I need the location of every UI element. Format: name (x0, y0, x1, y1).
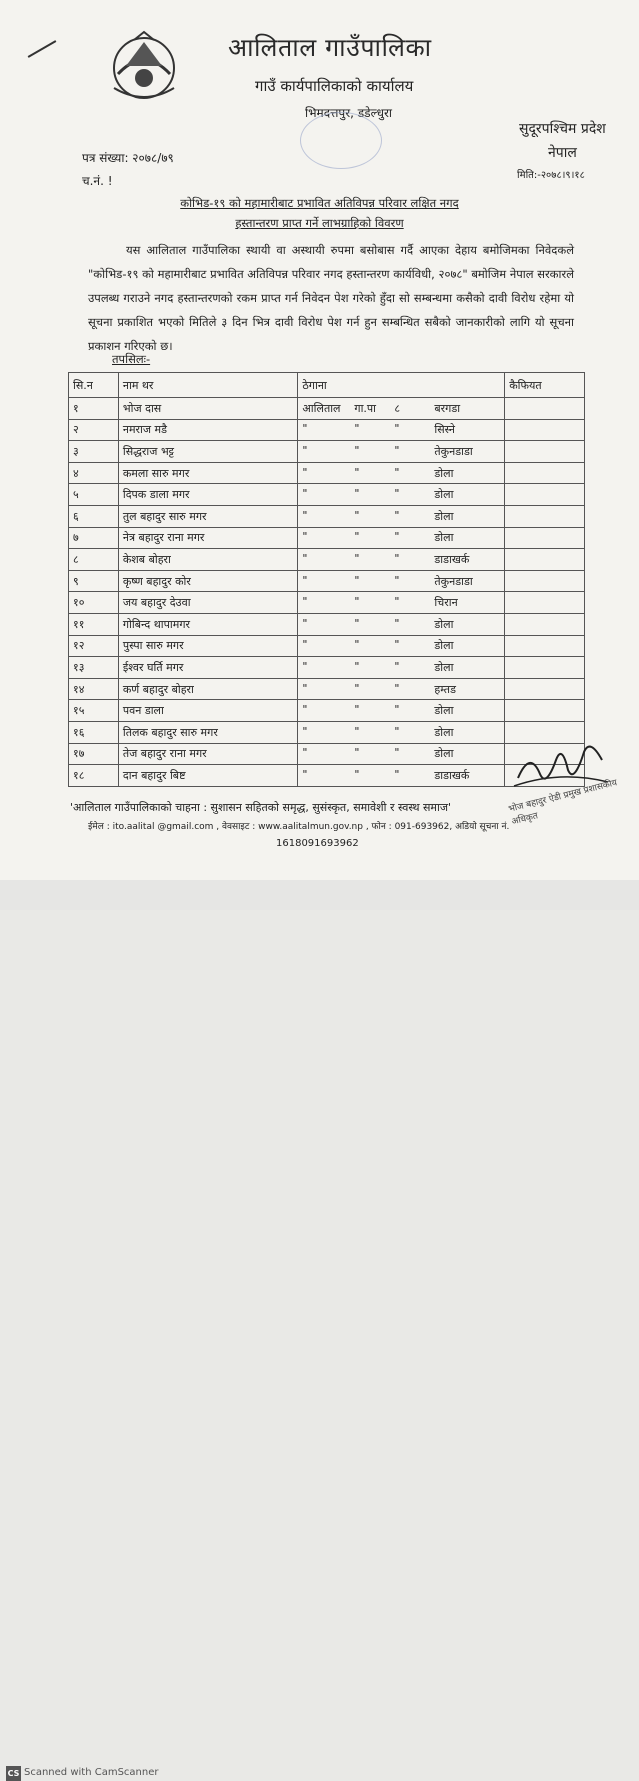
address-municipality: " (302, 508, 308, 522)
header-remarks: कैफियत (505, 373, 585, 398)
table-row (69, 527, 585, 549)
camscanner-logo-icon: CS (6, 1766, 21, 1781)
address-place: डोला (434, 704, 454, 718)
row-serial: ७ (69, 527, 119, 549)
row-address (298, 441, 505, 463)
address-ward: " (394, 487, 400, 501)
table-row (69, 678, 585, 700)
row-name: जय बहादुर देउवा (118, 592, 298, 614)
row-serial: ८ (69, 549, 119, 571)
table-row (69, 592, 585, 614)
row-name: तिलक बहादुर सारु मगर (118, 721, 298, 743)
address-type: " (354, 659, 360, 673)
municipality-slogan: 'आलिताल गाउँपालिकाको चाहना : सुशासन सहितको समृद्ध, सुसंस्कृत, समावेशी र स्वस्थ समाज' (70, 801, 452, 814)
row-name: भोज दास (118, 398, 298, 420)
row-remarks (505, 570, 585, 592)
address-type: " (354, 551, 360, 565)
address-ward: " (394, 767, 400, 781)
row-serial: ११ (69, 613, 119, 635)
row-address (298, 462, 505, 484)
address-ward: " (394, 422, 400, 436)
row-remarks (505, 527, 585, 549)
notice-body: यस आलिताल गाउँपालिका स्थायी वा अस्थायी रुपमा बसोबास गर्दै आएका देहाय बमोजिमका निवेदकले "कोभिड-१९ को महामारीबाट प्रभावित अतिविपन्न परिवार नगद हस्तान्तरण कार्यविधी, २०७८" बमोजिम नेपाल सरकारले उपलब्ध गराउने नगद हस्तान्तरणको रकम प्राप्त गर्न निवेदन पेश गरेको हुँदा सो सम्बन्धमा कसैको दावी विरोध रहेमा यो सूचना प्रकाशित भएको मितिले ३ दिन भित्र दावी विरोध पेश गर्न हुन सम्बन्धित सबैको जानकारीको लागि यो सूचना प्रकाशन गरिएको छ। (88, 243, 574, 353)
table-row (69, 700, 585, 722)
address-type: " (354, 530, 360, 544)
row-serial: १२ (69, 635, 119, 657)
row-remarks (505, 592, 585, 614)
row-serial: १८ (69, 765, 119, 787)
address-municipality: " (302, 465, 308, 479)
scanner-watermark: Scanned with CamScanner (24, 1767, 159, 1778)
address-ward: " (394, 638, 400, 652)
address-municipality: " (302, 724, 308, 738)
address-type: " (354, 508, 360, 522)
address-municipality: " (302, 487, 308, 501)
row-address (298, 592, 505, 614)
row-serial: ३ (69, 441, 119, 463)
address-place: चिरान (434, 596, 458, 610)
row-name: पवन डाला (118, 700, 298, 722)
row-address (298, 743, 505, 765)
address-municipality: " (302, 595, 308, 609)
row-remarks (505, 419, 585, 441)
address-municipality: " (302, 767, 308, 781)
row-name: गोबिन्द थापामगर (118, 613, 298, 635)
row-address (298, 484, 505, 506)
table-header-row (69, 373, 585, 398)
row-name: कृष्ण बहादुर कोर (118, 570, 298, 592)
address-place: डोला (434, 725, 454, 739)
office-seal-stamp (300, 112, 382, 169)
row-remarks (505, 398, 585, 420)
row-serial: २ (69, 419, 119, 441)
beneficiary-table (68, 372, 585, 787)
reference-number: 1618091693962 (276, 838, 359, 849)
table-row (69, 462, 585, 484)
row-address (298, 613, 505, 635)
table-row (69, 635, 585, 657)
address-ward: " (394, 551, 400, 565)
table-row (69, 743, 585, 765)
address-type: " (354, 422, 360, 436)
address-municipality: " (302, 638, 308, 652)
header-name: नाम थर (118, 373, 298, 398)
address-ward: " (394, 465, 400, 479)
row-remarks (505, 613, 585, 635)
row-name: सिद्धराज भट्ट (118, 441, 298, 463)
address-place: हम्तड (434, 682, 456, 696)
table-row (69, 505, 585, 527)
address-municipality: " (302, 681, 308, 695)
address-type: " (354, 703, 360, 717)
row-serial: १ (69, 398, 119, 420)
row-address (298, 527, 505, 549)
row-serial: १० (69, 592, 119, 614)
row-address (298, 657, 505, 679)
pen-mark (28, 40, 57, 58)
address-place: डोला (434, 617, 454, 631)
office-address: भिमदत्तपुर, डडेल्धुरा (305, 106, 392, 120)
row-serial: ६ (69, 505, 119, 527)
row-address (298, 398, 505, 420)
address-place: सिस्ने (434, 423, 455, 437)
address-ward: " (394, 616, 400, 630)
table-row (69, 613, 585, 635)
address-municipality: " (302, 530, 308, 544)
row-name: दिपक डाला मगर (118, 484, 298, 506)
notice-subheading: हस्तान्तरण प्राप्त गर्ने लाभग्राहिको विवरण (235, 216, 404, 230)
row-remarks (505, 549, 585, 571)
row-address (298, 549, 505, 571)
address-place: डोला (434, 466, 454, 480)
address-type: " (354, 595, 360, 609)
table-row (69, 765, 585, 787)
row-address (298, 678, 505, 700)
signer-name: भोज बहादुर ऐडी प्रमुख प्रशासकीय अधिकृत (507, 778, 619, 828)
address-place: डोला (434, 747, 454, 761)
address-type: " (354, 746, 360, 760)
row-serial: ९ (69, 570, 119, 592)
address-place: डोला (434, 509, 454, 523)
row-address (298, 765, 505, 787)
dispatch-number: च.नं. ! (82, 174, 113, 188)
letter-number: पत्र संख्या: २०७८/७९ (82, 151, 174, 165)
row-serial: १४ (69, 678, 119, 700)
address-type: गा.पा (354, 401, 377, 415)
scanner-footer (0, 880, 639, 1778)
row-serial: १७ (69, 743, 119, 765)
header-serial: सि.न (69, 373, 119, 398)
address-place: डोला (434, 488, 454, 502)
row-serial: ४ (69, 462, 119, 484)
address-ward: " (394, 573, 400, 587)
table-row (69, 484, 585, 506)
address-ward: ८ (394, 401, 401, 415)
address-type: " (354, 443, 360, 457)
row-name: तेज बहादुर राना मगर (118, 743, 298, 765)
row-name: पुस्पा सारु मगर (118, 635, 298, 657)
row-name: दान बहादुर बिष्ट (118, 765, 298, 787)
address-ward: " (394, 724, 400, 738)
address-place: डोला (434, 531, 454, 545)
row-name: ईश्वर घर्ति मगर (118, 657, 298, 679)
address-municipality: आलिताल (302, 401, 341, 415)
nepal-emblem-icon (104, 28, 184, 106)
row-serial: १३ (69, 657, 119, 679)
table-row (69, 441, 585, 463)
address-ward: " (394, 530, 400, 544)
row-name: कर्ण बहादुर बोहरा (118, 678, 298, 700)
table-row (69, 570, 585, 592)
row-remarks (505, 635, 585, 657)
address-ward: " (394, 508, 400, 522)
row-remarks (505, 678, 585, 700)
notice-heading: कोभिड-१९ को महामारीबाट प्रभावित अतिविपन्न परिवार लक्षित नगद (180, 196, 459, 210)
row-address (298, 700, 505, 722)
address-municipality: " (302, 551, 308, 565)
office-name: गाउँ कार्यपालिकाको कार्यालय (255, 77, 414, 95)
table-row (69, 419, 585, 441)
address-municipality: " (302, 746, 308, 760)
letter-date: मिति:-२०७८।९।१८ (517, 170, 585, 181)
table-row (69, 398, 585, 420)
address-type: " (354, 724, 360, 738)
row-name: तुल बहादुर सारु मगर (118, 505, 298, 527)
table-row (69, 657, 585, 679)
row-address (298, 570, 505, 592)
header-address: ठेगाना (298, 373, 505, 398)
address-municipality: " (302, 616, 308, 630)
address-place: डाडाखर्क (434, 768, 470, 782)
address-type: " (354, 487, 360, 501)
address-place: तेकुनडाडा (434, 574, 473, 588)
address-ward: " (394, 443, 400, 457)
row-name: केशब बोहरा (118, 549, 298, 571)
address-place: डाडाखर्क (434, 552, 470, 566)
address-municipality: " (302, 703, 308, 717)
row-name: नमराज मडै (118, 419, 298, 441)
address-municipality: " (302, 443, 308, 457)
address-place: डोला (434, 660, 454, 674)
details-label: तपसिलः- (112, 352, 151, 366)
address-ward: " (394, 659, 400, 673)
contact-info: ईमेल : ito.aalital @gmail.com , वेवसाइट : www.aalitalmun.gov.np , फोन : 091-693962, अडियो सूचना नं. (88, 822, 510, 832)
address-type: " (354, 573, 360, 587)
table-row (69, 721, 585, 743)
address-ward: " (394, 595, 400, 609)
row-remarks (505, 441, 585, 463)
document-page (0, 0, 639, 880)
province-name: सुदूरपश्चिम प्रदेश (519, 121, 606, 137)
row-serial: १६ (69, 721, 119, 743)
municipality-title: आलिताल गाउँपालिका (228, 33, 432, 62)
address-ward: " (394, 703, 400, 717)
address-municipality: " (302, 573, 308, 587)
address-place: बरगडा (434, 401, 461, 415)
row-remarks (505, 484, 585, 506)
address-type: " (354, 465, 360, 479)
address-type: " (354, 681, 360, 695)
row-address (298, 721, 505, 743)
row-remarks (505, 505, 585, 527)
row-remarks (505, 462, 585, 484)
country-name: नेपाल (548, 145, 577, 161)
address-type: " (354, 638, 360, 652)
row-serial: १५ (69, 700, 119, 722)
row-serial: ५ (69, 484, 119, 506)
row-remarks (505, 700, 585, 722)
address-place: डोला (434, 639, 454, 653)
address-municipality: " (302, 422, 308, 436)
address-place: तेकुनडाडा (434, 444, 473, 458)
row-address (298, 419, 505, 441)
row-name: कमला सारु मगर (118, 462, 298, 484)
row-address (298, 505, 505, 527)
address-type: " (354, 616, 360, 630)
row-name: नेत्र बहादुर राना मगर (118, 527, 298, 549)
address-type: " (354, 767, 360, 781)
table-row (69, 549, 585, 571)
row-address (298, 635, 505, 657)
table-body (69, 398, 585, 787)
address-municipality: " (302, 659, 308, 673)
address-ward: " (394, 746, 400, 760)
address-ward: " (394, 681, 400, 695)
row-remarks (505, 657, 585, 679)
